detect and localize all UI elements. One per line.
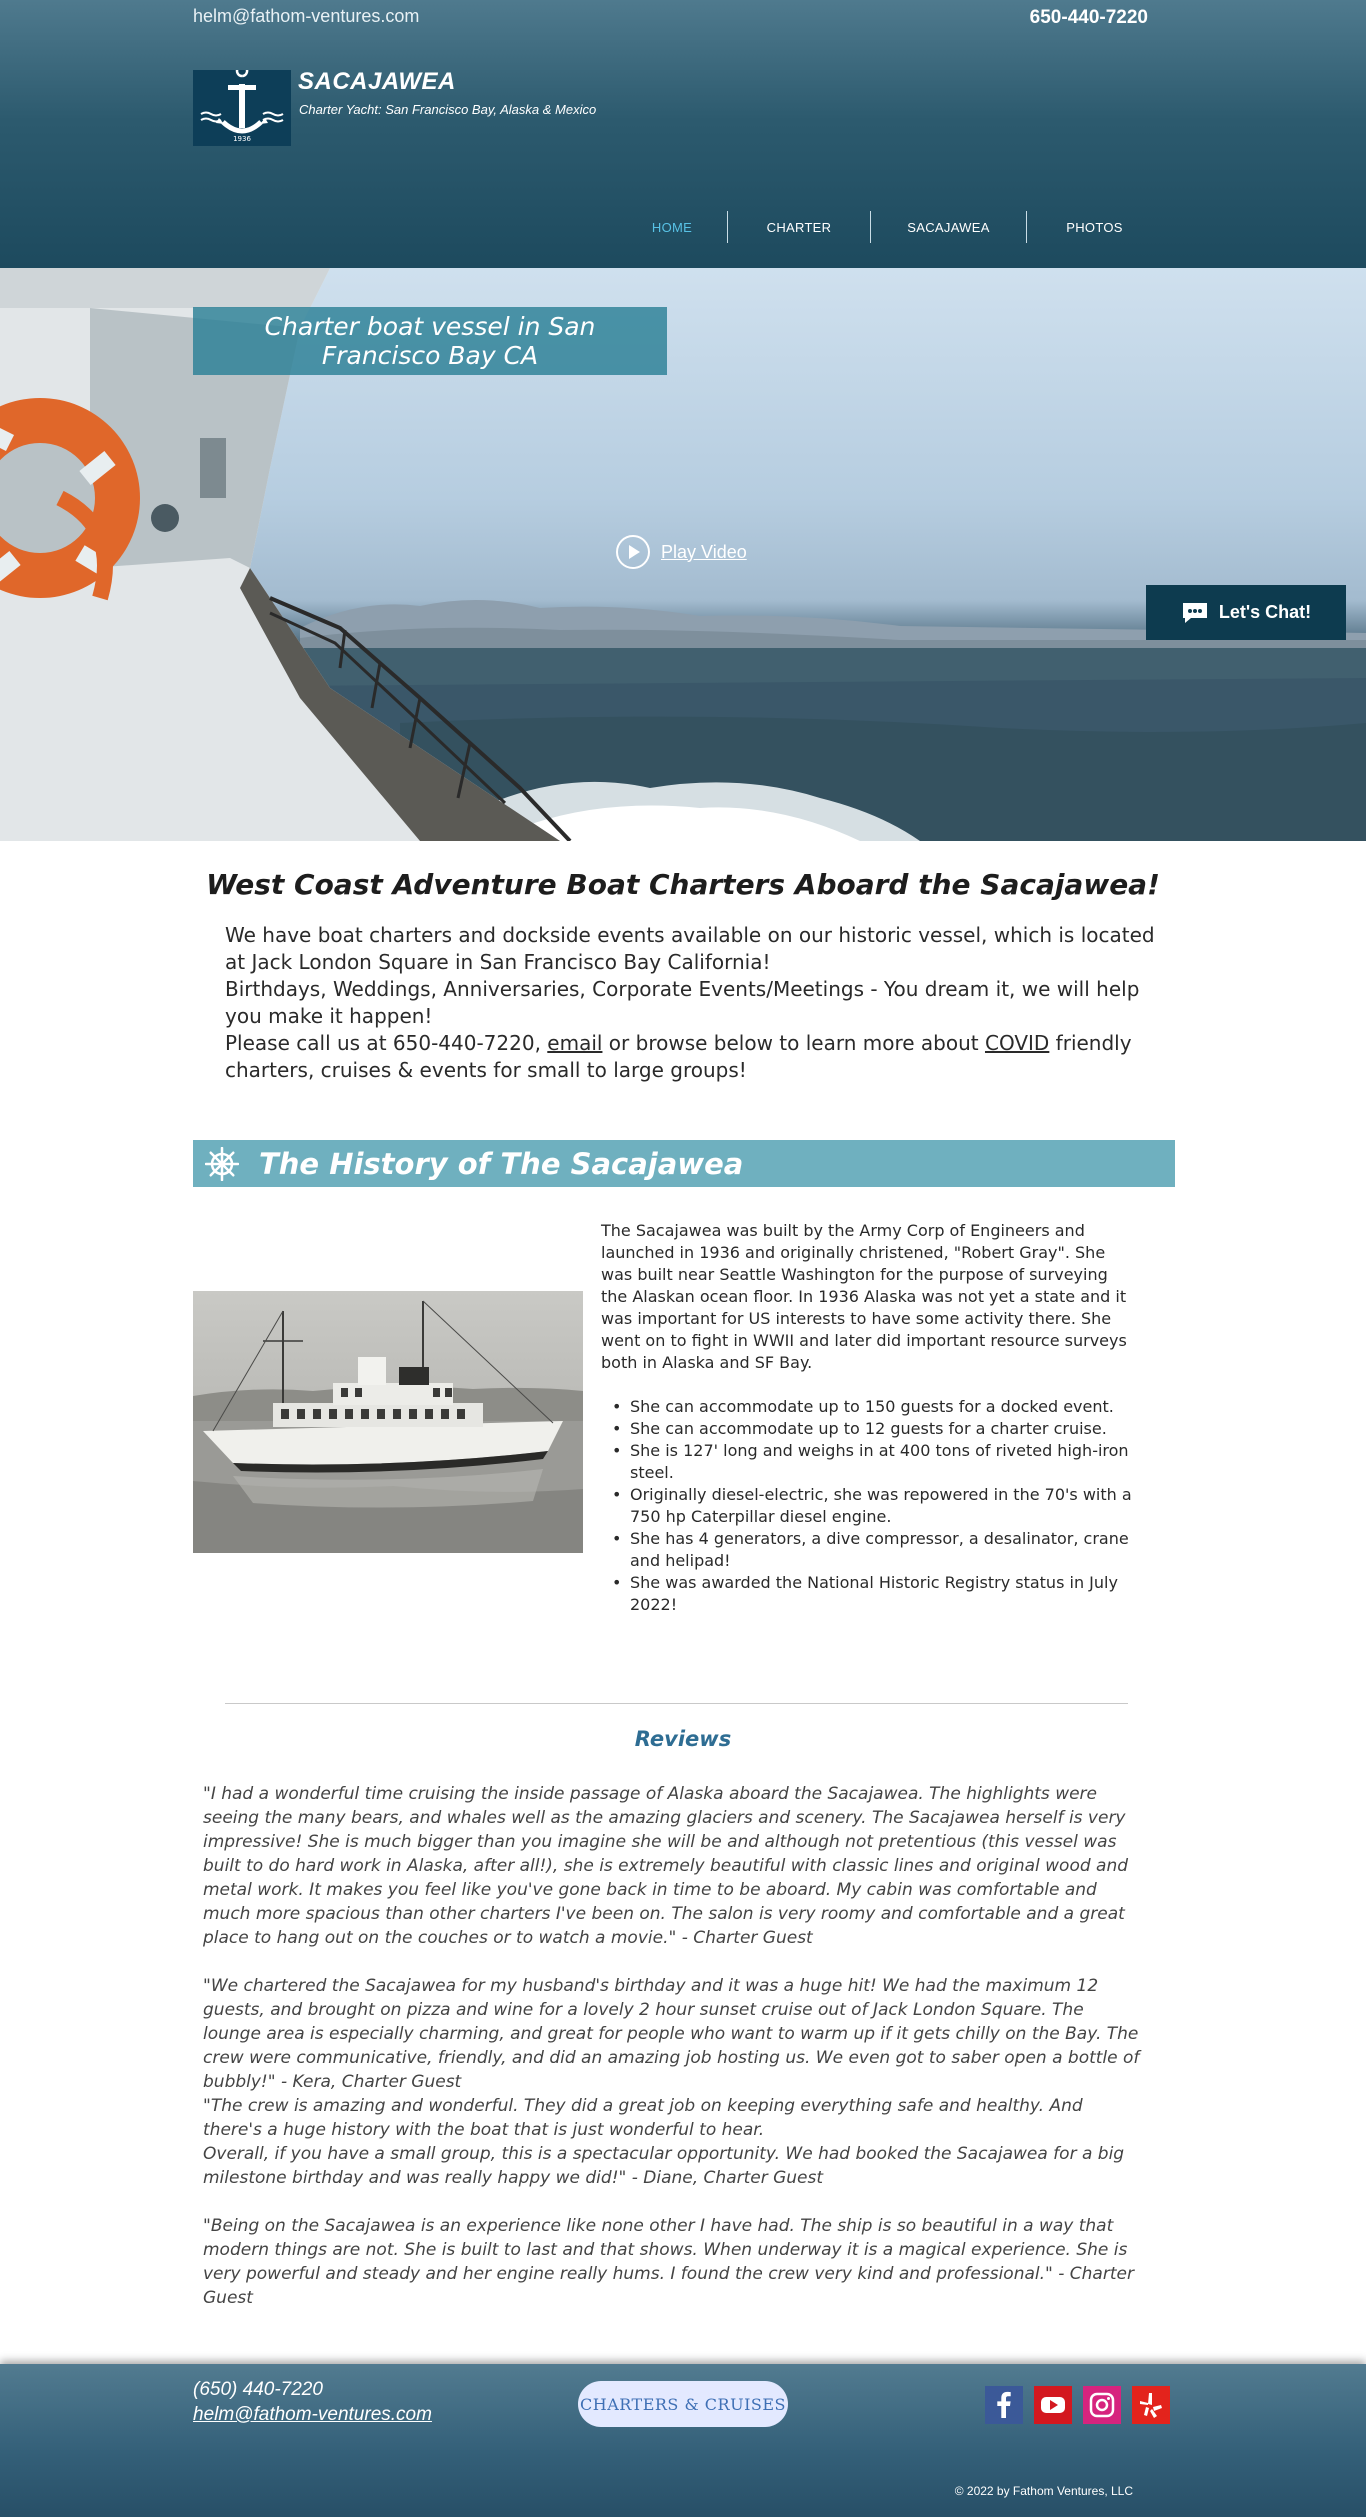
play-icon xyxy=(615,534,651,570)
site-header xyxy=(0,0,1366,268)
review-item: "The crew is amazing and wonderful. They did a great job on keeping everything safe and healthy. And there's a huge history with the boat that is just wonderful to hear. xyxy=(203,2096,1083,2140)
email-link[interactable]: email xyxy=(547,1031,603,1055)
footer-phone[interactable]: (650) 440-7220 xyxy=(193,2379,323,2400)
history-paragraph: The Sacajawea was built by the Army Corp of Engineers and launched in 1936 and originally christened, "Robert Gray". She was built near Seattle Washington for the purpose of surveying the Alaskan ocean floor. In 1936 Alaska was not yet a state and it was important for US interests to have some activity there. She went on to fight in WWII and later did important resource surveys both in Alaska and SF Bay. xyxy=(601,1221,1127,1372)
intro-title: West Coast Adventure Boat Charters Aboard the Sacajawea! xyxy=(206,868,1160,901)
header-email-link[interactable]: helm@fathom-ventures.com xyxy=(193,6,420,26)
lets-chat-button[interactable] xyxy=(1146,585,1346,640)
social-links xyxy=(985,2386,1170,2424)
instagram-icon[interactable] xyxy=(1083,2386,1121,2424)
nav-home[interactable]: HOME xyxy=(651,219,693,235)
history-header-bar xyxy=(193,1140,1175,1187)
intro-text xyxy=(225,922,1155,1084)
facebook-icon[interactable] xyxy=(985,2386,1023,2424)
intro-line-3-c: friendly charters, cruises & events for small to large groups! xyxy=(225,1031,1132,1082)
header-phone[interactable]: 650-440-7220 xyxy=(1029,7,1148,28)
history-facts-list xyxy=(601,1396,1133,1616)
footer-email-link[interactable]: helm@fathom-ventures.com xyxy=(193,2404,432,2425)
charters-cruises-button[interactable]: CHARTERS & CRUISES xyxy=(578,2381,788,2427)
chat-bubble-icon xyxy=(1181,601,1209,625)
intro-line-3 xyxy=(225,1030,1155,1084)
logo-year: 1936 xyxy=(233,135,251,143)
yelp-icon[interactable] xyxy=(1132,2386,1170,2424)
covid-link[interactable]: COVID xyxy=(984,1031,1050,1055)
list-item: • She is 127' long and weighs in at 400 tons of riveted high-iron steel. xyxy=(601,1440,1133,1484)
reviews-divider xyxy=(225,1703,1128,1704)
play-video-label[interactable]: Play Video xyxy=(661,541,747,562)
intro-line-2: Birthdays, Weddings, Anniversaries, Corporate Events/Meetings - You dream it, we will help you make it happen! xyxy=(225,977,1140,1028)
review-item: "Being on the Sacajawea is an experience like none other I have had. The ship is so beautiful in a way that modern things are not. She is built to last and that shows. When underway it is a magical experience. She is very powerful and steady and her engine really hums. I found the crew very kind and professional." - Charter Guest xyxy=(203,2216,1134,2308)
brand-tagline: Charter Yacht: San Francisco Bay, Alaska & Mexico xyxy=(299,102,597,117)
list-item: • She was awarded the National Historic Registry status in July 2022! xyxy=(601,1572,1133,1616)
hero-video[interactable] xyxy=(0,268,1366,841)
list-item: • Originally diesel-electric, she was repowered in the 70's with a 750 hp Caterpillar diesel engine. xyxy=(601,1484,1133,1528)
ship-wheel-icon xyxy=(205,1147,239,1181)
main-nav xyxy=(617,210,1162,244)
review-item: "I had a wonderful time cruising the inside passage of Alaska aboard the Sacajawea. The highlights were seeing the many bears, and whales well as the amazing glaciers and scenery. The Sacajawea herself is very impressive! She is much bigger than you imagine she will be and although not pretentious (this vessel was built to do hard work in Alaska, after all!), she is extremely beautiful with classic lines and original wood and metal work. It makes you feel like you've gone back in time to be aboard. My cabin was comfortable and much more spacious than other charters I've been on. The salon is very roomy and comfortable and a great place to hang out on the couches or to watch a movie." - Charter Guest xyxy=(203,1784,1129,1948)
copyright: © 2022 by Fathom Ventures, LLC xyxy=(954,2484,1133,2498)
nav-charter[interactable]: CHARTER xyxy=(766,219,832,235)
list-item: • She has 4 generators, a dive compressor, a desalinator, crane and helipad! xyxy=(601,1528,1133,1572)
nav-sacajawea[interactable]: SACAJAWEA xyxy=(907,219,990,235)
hero-caption: Charter boat vessel in San Francisco Bay CA xyxy=(193,307,667,375)
list-item: • She can accommodate up to 12 guests for a charter cruise. xyxy=(601,1418,1133,1440)
nav-photos[interactable]: PHOTOS xyxy=(1066,219,1123,235)
intro-line-3-a: Please call us at 650-440-7220, xyxy=(225,1031,548,1055)
play-video-button[interactable] xyxy=(615,534,747,570)
historic-ship-photo xyxy=(193,1291,583,1553)
lets-chat-label: Let's Chat! xyxy=(1218,602,1312,622)
brand-name[interactable]: SACAJAWEA xyxy=(298,68,456,95)
youtube-icon[interactable] xyxy=(1034,2386,1072,2424)
list-item: • She can accommodate up to 150 guests for a docked event. xyxy=(601,1396,1133,1418)
anchor-logo-icon[interactable] xyxy=(193,70,291,146)
history-title: The History of The Sacajawea xyxy=(259,1146,744,1181)
review-item: "We chartered the Sacajawea for my husband's birthday and it was a huge hit! We had the maximum 12 guests, and brought on pizza and wine for a lovely 2 hour sunset cruise out of Jack London Square. The lounge area is especially charming, and great for people who want to warm up if it gets chilly on the Bay. The crew were communicative, friendly, and did an amazing job hosting us. We even got to saber open a bottle of bubbly!" - Kera, Charter Guest xyxy=(203,1976,1140,2092)
reviews-title: Reviews xyxy=(634,1727,732,1751)
intro-line-1: We have boat charters and dockside events available on our historic vessel, which is located at Jack London Square in San Francisco Bay California! xyxy=(225,923,1155,974)
intro-line-3-b: or browse below to learn more about xyxy=(602,1031,985,1055)
review-item: Overall, if you have a small group, this is a spectacular opportunity. We had booked the Sacajawea for a big milestone birthday and was really happy we did!" - Diane, Charter Guest xyxy=(203,2144,1125,2188)
